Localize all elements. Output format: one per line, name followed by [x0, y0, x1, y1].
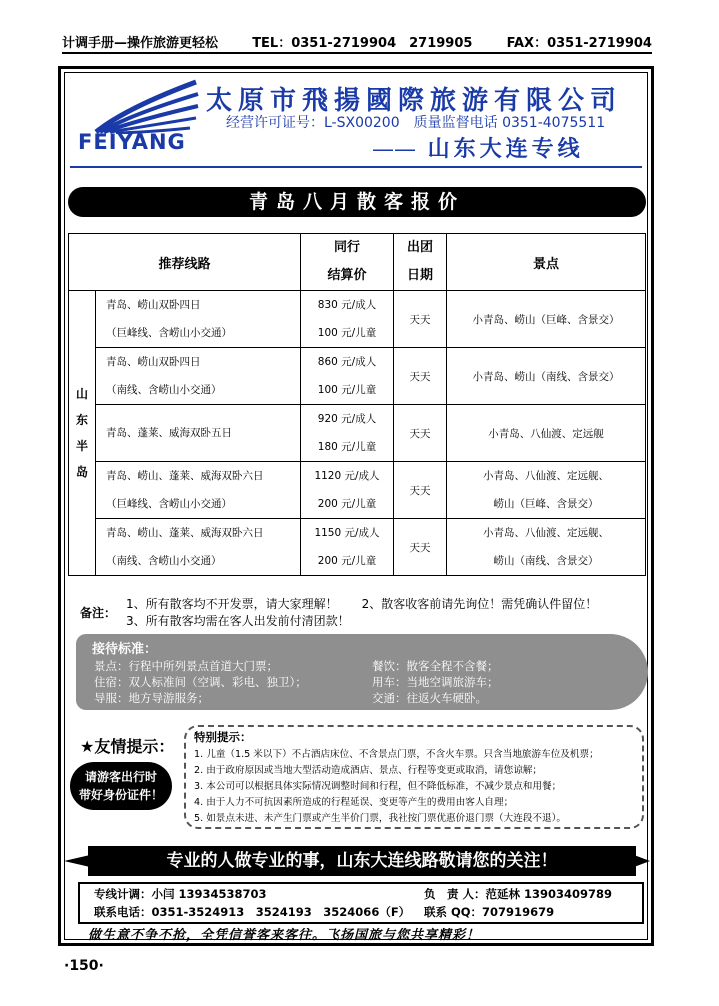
contact-box — [78, 882, 644, 924]
price-cell: 1120 元/成人 200 元/儿童 — [301, 462, 394, 519]
specialty-text: 山东大连专线 — [427, 136, 584, 162]
tip-item: 4. 由于人力不可抗因素所造成的行程延误、变更等产生的费用由客人自理； — [194, 797, 514, 808]
header-spots: 景点 — [447, 234, 646, 291]
wing-icon — [86, 78, 206, 134]
price-cell: 1150 元/成人 200 元/儿童 — [301, 519, 394, 576]
days-cell: 天天 — [394, 462, 447, 519]
notes-label: 备注： — [80, 606, 117, 620]
table-header-row — [69, 234, 646, 291]
header-divider — [70, 166, 642, 168]
tip-item: 5. 如景点未进、未产生门票或产生半价门票，我社按门票优惠价退门票（大连段不退）。 — [194, 813, 566, 824]
company-name: 太原市飛揚國際旅游有限公司 — [206, 86, 623, 116]
price-table — [68, 233, 646, 576]
note-line-2: 3、所有散客均需在客人出发前付清团款！ — [126, 614, 350, 628]
days-cell: 天天 — [394, 519, 447, 576]
slogan-left-tip — [64, 855, 90, 867]
route-cell: 青岛、崂山、蓬莱、威海双卧六日 （巨峰线、含崂山小交通） — [96, 462, 301, 519]
top-header-strip — [62, 32, 652, 54]
days-cell: 天天 — [394, 291, 447, 348]
license-info: 经营许可证号：L-SX00200 质量监督电话 0351-4075511 — [226, 115, 606, 131]
route-cell: 青岛、崂山、蓬莱、威海双卧六日 （南线、含崂山小交通） — [96, 519, 301, 576]
special-tips-box — [184, 725, 644, 829]
table-row — [69, 519, 646, 576]
spots-cell: 小青岛、崂山（巨峰、含景交） — [447, 291, 646, 348]
tip-item: 3. 本公司可以根据具体实际情况调整时间和行程，但不降低标准，不减少景点和用餐； — [194, 781, 562, 792]
fax-number: FAX：0351-2719904 — [506, 36, 652, 51]
qq-contact: 联系 QQ：707919679 — [424, 905, 555, 919]
brand-wordmark: FEIYANG — [78, 130, 186, 154]
reception-standard — [76, 634, 648, 710]
header-route: 推荐线路 — [69, 234, 301, 291]
spots-cell: 小青岛、崂山（南线、含景交） — [447, 348, 646, 405]
reception-car: 用车：当地空调旅游车； — [372, 675, 499, 689]
reception-transport: 交通：往返火车硬卧。 — [372, 691, 487, 705]
slogan-banner: 专业的人做专业的事，山东大连线路敬请您的关注！ — [88, 846, 636, 876]
reception-meals: 餐饮：散客全程不含餐； — [372, 659, 499, 673]
spots-cell: 小青岛、八仙渡、定远舰 — [447, 405, 646, 462]
tel-numbers: TEL：0351-2719904 2719905 — [252, 36, 473, 51]
route-cell: 青岛、崂山双卧四日 （巨峰线、含崂山小交通） — [96, 291, 301, 348]
manager-contact: 负 责 人：范延林 13903409789 — [424, 887, 613, 901]
id-reminder-badge: 请游客出行时 带好身份证件！ — [70, 762, 172, 810]
reception-guide: 导服：地方导游服务； — [94, 691, 209, 705]
price-cell: 830 元/成人 100 元/儿童 — [301, 291, 394, 348]
specialty-dash: —— — [372, 137, 416, 162]
page-title: 青岛八月散客报价 — [68, 187, 646, 217]
reception-heading: 接待标准： — [92, 642, 158, 657]
spots-cell: 小青岛、八仙渡、定远舰、 崂山（巨峰、含景交） — [447, 462, 646, 519]
table-row — [69, 291, 646, 348]
reception-hotel: 住宿：双人标准间（空调、彩电、独卫）； — [94, 675, 307, 689]
table-row — [69, 348, 646, 405]
route-cell: 青岛、崂山双卧四日 （南线、含崂山小交通） — [96, 348, 301, 405]
table-row — [69, 405, 646, 462]
region-cell: 山 东 半 岛 — [69, 291, 96, 576]
tip-item: 2. 由于政府原因或当地大型活动造成酒店、景点、行程等变更或取消，请您谅解； — [194, 765, 542, 776]
note-line-1: 1、所有散客均不开发票，请大家理解！ 2、散客收客前请先询位！需凭确认件留位！ — [126, 597, 598, 611]
route-cell: 青岛、蓬莱、威海双卧五日 — [96, 405, 301, 462]
friendly-tips-label: ★友情提示： — [80, 737, 175, 756]
handbook-slogan: 计调手册—操作旅游更轻松 — [62, 36, 219, 51]
company-motto: 做生意不争不抢，全凭信誉客来客往。飞扬国旅与您共享精彩！ — [88, 928, 481, 943]
table-row — [69, 462, 646, 519]
price-cell: 920 元/成人 180 元/儿童 — [301, 405, 394, 462]
specialty-line — [372, 132, 584, 163]
price-cell: 860 元/成人 100 元/儿童 — [301, 348, 394, 405]
feiyang-logo — [72, 78, 202, 158]
special-tips-heading: 特别提示： — [194, 730, 252, 744]
days-cell: 天天 — [394, 405, 447, 462]
spots-cell: 小青岛、八仙渡、定远舰、 崂山（南线、含景交） — [447, 519, 646, 576]
reception-spots: 景点：行程中所列景点首道大门票； — [94, 659, 278, 673]
slogan-right-tip — [634, 855, 650, 867]
days-cell: 天天 — [394, 348, 447, 405]
page-number: ·150· — [64, 958, 104, 974]
header-days: 出团 日期 — [394, 234, 447, 291]
planner-contact: 专线计调：小闫 13934538703 — [94, 887, 267, 901]
tip-item: 1. 儿童（1.5 米以下）不占酒店床位、不含景点门票，不含火车票。只含当地旅游车位及机票； — [194, 749, 599, 760]
phone-contact: 联系电话：0351-3524913 3524193 3524066（F） — [94, 905, 411, 919]
header-price: 同行 结算价 — [301, 234, 394, 291]
